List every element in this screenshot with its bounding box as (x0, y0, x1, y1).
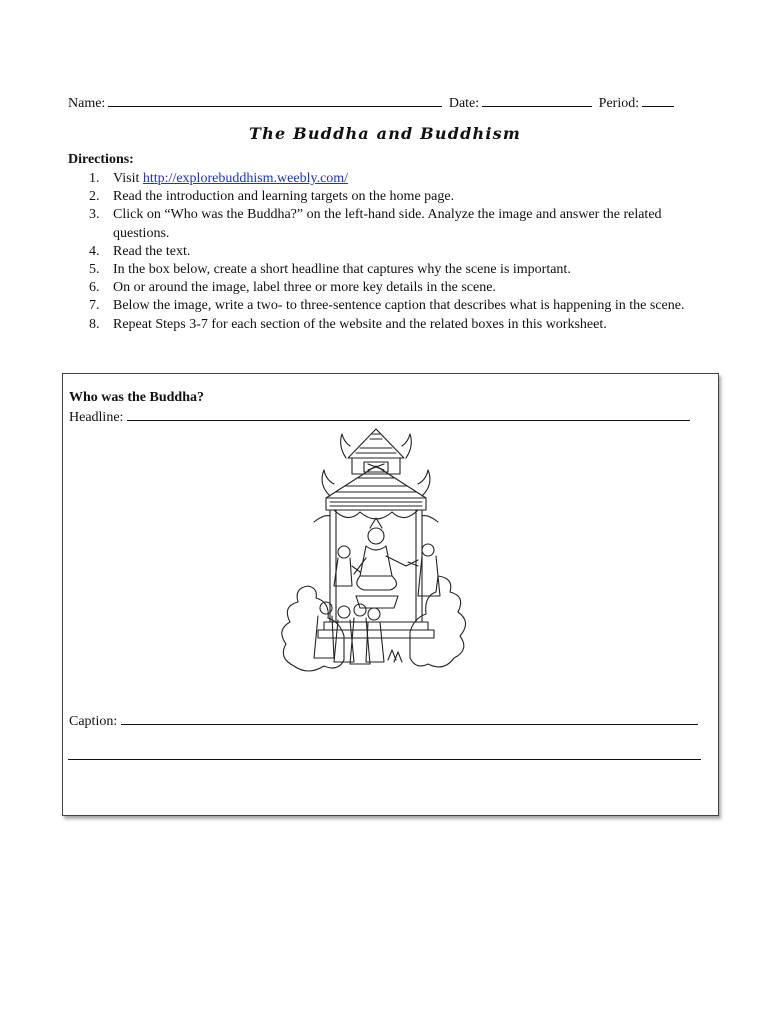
caption-label: Caption: (69, 714, 118, 729)
list-item: 2. Read the introduction and learning targets on the home page. (89, 189, 455, 205)
period-label: Period: (598, 96, 640, 111)
headline-label: Headline: (69, 410, 124, 425)
directions-list (68, 170, 698, 334)
buddha-figure (354, 518, 418, 608)
list-item: 1. Visit http://explorebuddhism.weebly.com/ (89, 171, 349, 186)
list-item: 8. Repeat Steps 3-7 for each section of the website and the related boxes in this worksheet. (89, 316, 607, 332)
headline-row (69, 408, 693, 426)
page-title: The Buddha and Buddhism (249, 124, 521, 143)
temple-roof-top (341, 429, 412, 474)
list-item: 4. Read the text. (89, 243, 191, 259)
attendant-right (408, 544, 440, 596)
headline-blank[interactable] (127, 408, 690, 421)
date-label: Date: (448, 96, 480, 111)
name-label: Name: (68, 96, 106, 111)
name-blank[interactable] (108, 94, 442, 107)
list-item: 3. Click on “Who was the Buddha?” on the left-hand side. Analyze the image and answer the related questions. (89, 207, 662, 241)
attendant-left (334, 546, 360, 586)
student-info-line (68, 94, 692, 112)
monks-group (314, 602, 402, 664)
caption-blank-line-2[interactable] (68, 759, 701, 760)
caption-row (69, 712, 701, 730)
list-item: 5. In the box below, create a short headline that captures why the scene is important. (89, 262, 571, 278)
caption-blank[interactable] (121, 712, 698, 725)
box-title: Who was the Buddha? (69, 390, 204, 405)
website-link[interactable]: http://explorebuddhism.weebly.com/ (142, 171, 349, 186)
list-item: 6. On or around the image, label three or more key details in the scene. (89, 280, 496, 296)
activity-box (62, 373, 719, 816)
directions-heading: Directions: (68, 152, 134, 167)
list-item: 7. Below the image, write a two- to three-sentence caption that describes what is happening in the scene. (89, 298, 685, 314)
date-blank[interactable] (482, 94, 592, 107)
period-blank[interactable] (642, 94, 674, 107)
buddha-scene-illustration (268, 426, 478, 678)
